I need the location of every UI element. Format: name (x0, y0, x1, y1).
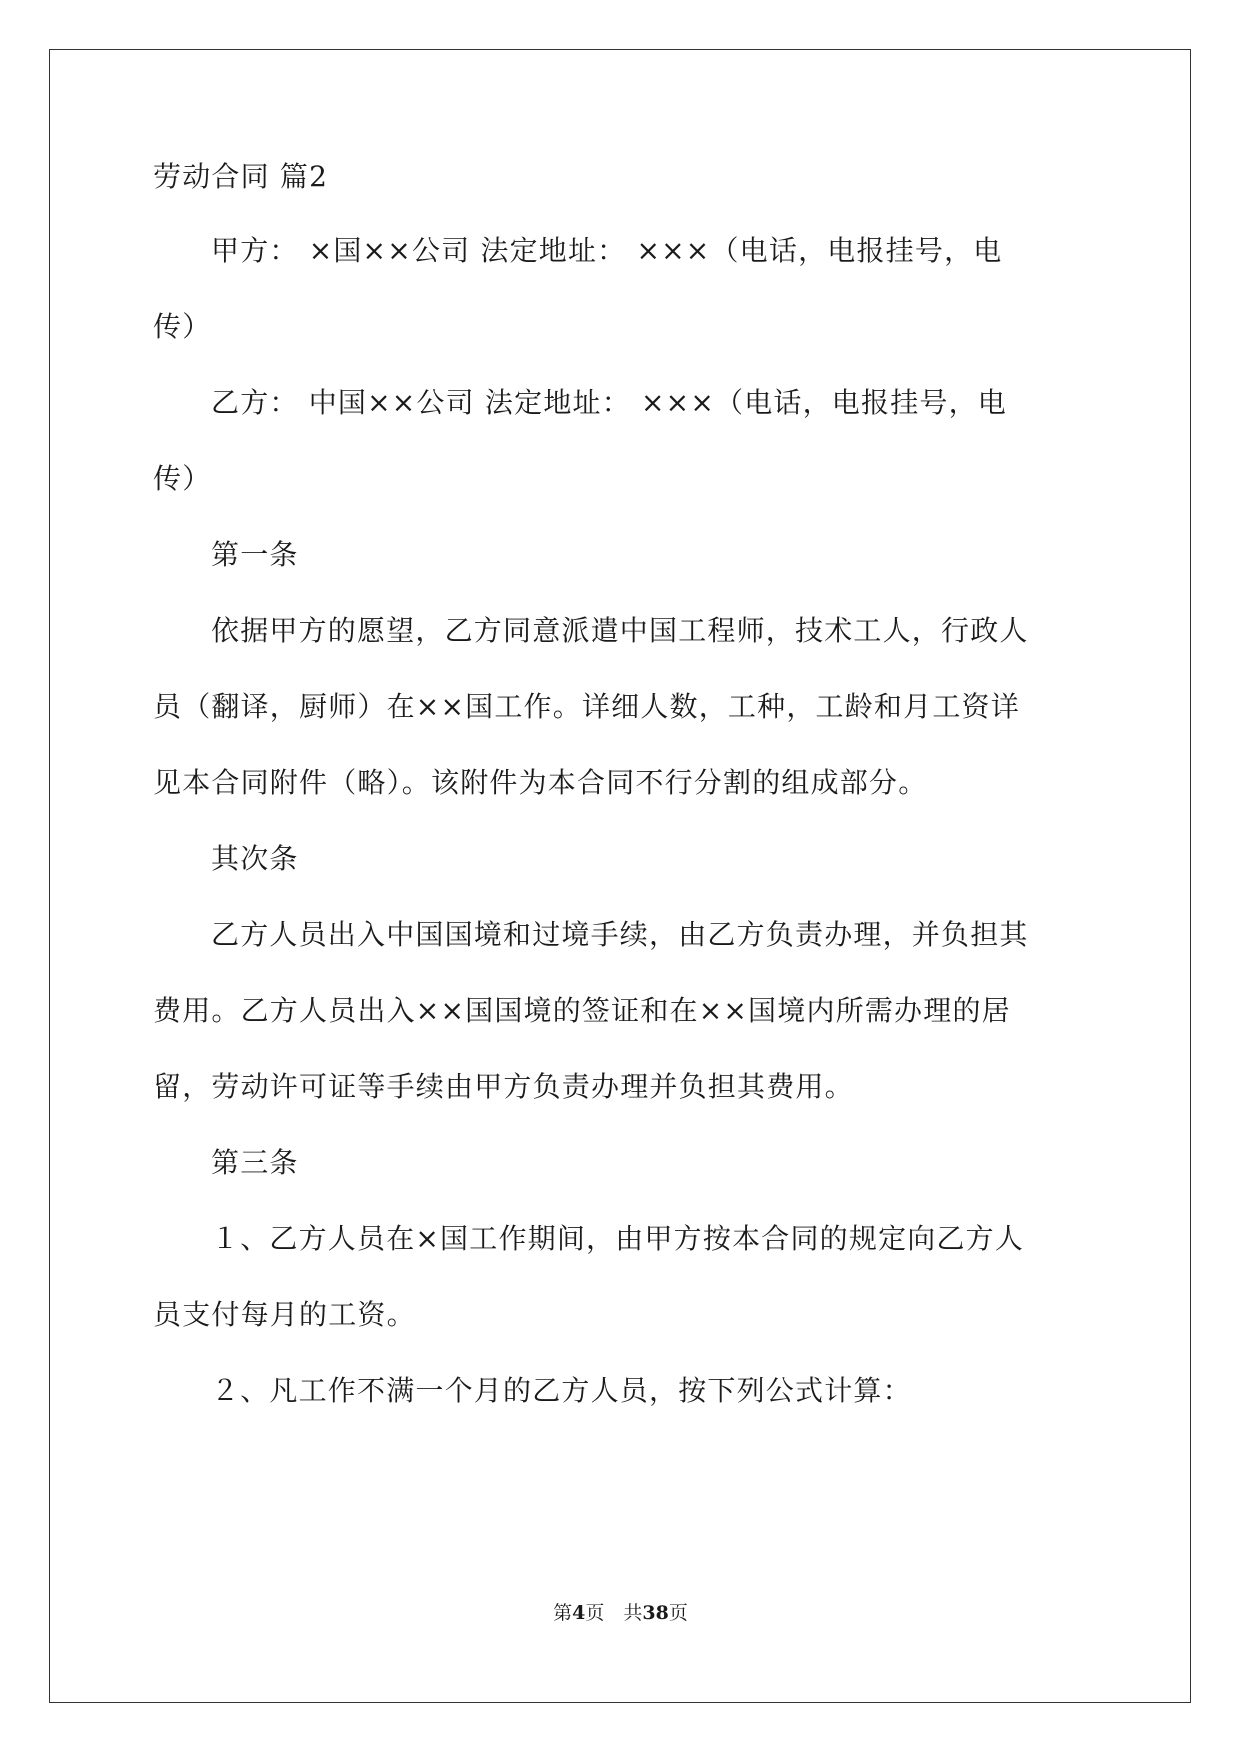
party-b-line: 乙方： 中国××公司 法定地址： ×××（电话，电报挂号，电 (211, 386, 1008, 419)
footer-suffix: 页 (668, 1602, 688, 1624)
article-1-text: 依据甲方的愿望，乙方同意派遣中国工程师，技术工人，行政人 (211, 614, 1029, 647)
article-3-heading: 第三条 (211, 1146, 299, 1179)
article-1-heading: 第一条 (211, 538, 299, 571)
article-1-text: 见本合同附件（略）。该附件为本合同不行分割的组成部分。 (153, 766, 928, 799)
article-1-text: 员（翻译，厨师）在××国工作。详细人数，工种，工龄和月工资详 (153, 690, 1020, 723)
footer-middle: 页 共 (585, 1602, 643, 1624)
article-3-item-2: ２、凡工作不满一个月的乙方人员，按下列公式计算： (211, 1374, 912, 1407)
document-title: 劳动合同 篇2 (153, 160, 329, 193)
page-footer (0, 1600, 1241, 1626)
article-2-heading: 其次条 (211, 842, 299, 875)
party-a-line-cont: 传） (153, 310, 212, 343)
article-2-text: 留，劳动许可证等手续由甲方负责办理并负担其费用。 (153, 1070, 854, 1103)
article-2-text: 乙方人员出入中国国境和过境手续，由乙方负责办理，并负担其 (211, 918, 1029, 951)
footer-page-number: 4 (572, 1602, 586, 1624)
party-a-line: 甲方： ×国××公司 法定地址： ×××（电话，电报挂号，电 (211, 234, 1003, 267)
article-2-text: 费用。乙方人员出入××国国境的签证和在××国境内所需办理的居 (153, 994, 1011, 1027)
footer-total-pages: 38 (642, 1602, 669, 1624)
article-3-item-1-cont: 员支付每月的工资。 (153, 1298, 416, 1331)
article-3-item-1: １、乙方人员在×国工作期间，由甲方按本合同的规定向乙方人 (211, 1222, 1025, 1255)
party-b-line-cont: 传） (153, 462, 212, 495)
footer-prefix: 第 (553, 1602, 573, 1624)
